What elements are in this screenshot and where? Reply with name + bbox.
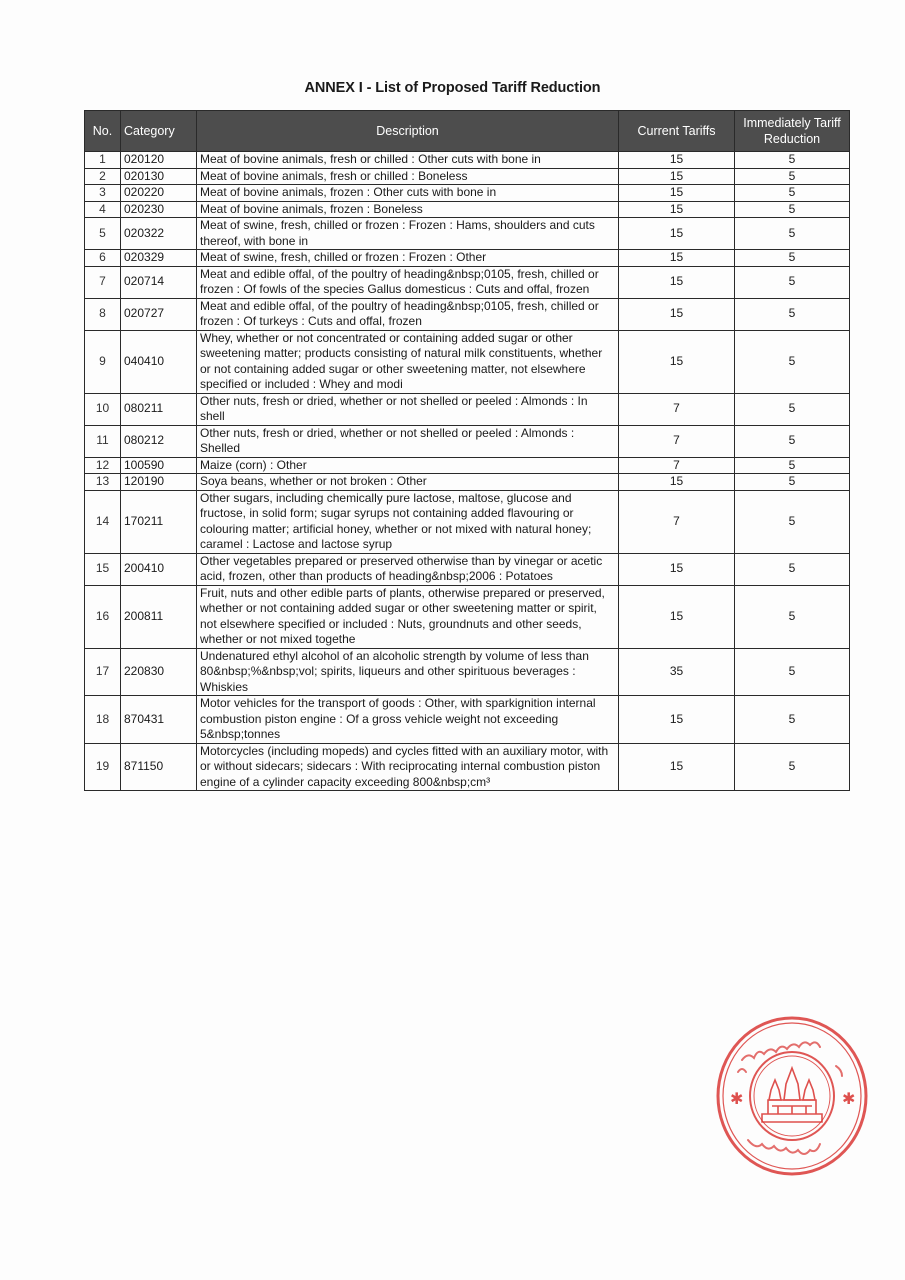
row-description: Meat of bovine animals, frozen : Other cuts with bone in <box>197 185 619 202</box>
row-category: 020727 <box>121 298 197 330</box>
row-no: 4 <box>85 201 121 218</box>
row-description: Meat of bovine animals, frozen : Boneless <box>197 201 619 218</box>
row-description: Meat and edible offal, of the poultry of heading&nbsp;0105, fresh, chilled or frozen : Of fowls of the species Gallus domesticus : Cuts and offal, frozen <box>197 266 619 298</box>
row-no: 10 <box>85 393 121 425</box>
row-tariff-reduction: 5 <box>735 152 850 169</box>
row-category: 170211 <box>121 490 197 553</box>
row-category: 220830 <box>121 648 197 696</box>
row-no: 2 <box>85 168 121 185</box>
table-row <box>85 250 850 267</box>
table-row <box>85 696 850 744</box>
row-no: 14 <box>85 490 121 553</box>
row-tariff-reduction: 5 <box>735 185 850 202</box>
row-tariff-reduction: 5 <box>735 298 850 330</box>
row-no: 8 <box>85 298 121 330</box>
row-category: 020329 <box>121 250 197 267</box>
table-row <box>85 490 850 553</box>
row-description: Soya beans, whether or not broken : Other <box>197 474 619 491</box>
row-no: 18 <box>85 696 121 744</box>
row-no: 12 <box>85 457 121 474</box>
row-no: 3 <box>85 185 121 202</box>
table-row <box>85 185 850 202</box>
table-row <box>85 474 850 491</box>
row-tariff-reduction: 5 <box>735 250 850 267</box>
header-category: Category <box>121 111 197 152</box>
row-category: 020130 <box>121 168 197 185</box>
row-no: 15 <box>85 553 121 585</box>
row-tariff-reduction: 5 <box>735 218 850 250</box>
table-row <box>85 168 850 185</box>
row-current-tariff: 7 <box>619 490 735 553</box>
row-description: Other nuts, fresh or dried, whether or not shelled or peeled : Almonds : Shelled <box>197 425 619 457</box>
row-category: 870431 <box>121 696 197 744</box>
svg-text:✱: ✱ <box>842 1089 856 1108</box>
row-no: 17 <box>85 648 121 696</box>
official-seal <box>712 1010 872 1180</box>
row-tariff-reduction: 5 <box>735 201 850 218</box>
row-description: Motorcycles (including mopeds) and cycles fitted with an auxiliary motor, with or without sidecars; sidecars : With reciprocating internal combustion piston engine of a cylinder capacity exceeding 800&nbsp;cm³ <box>197 743 619 791</box>
row-tariff-reduction: 5 <box>735 474 850 491</box>
table-row <box>85 457 850 474</box>
row-description: Whey, whether or not concentrated or containing added sugar or other sweetening matter; products consisting of natural milk constituents, whether or not containing added sugar or other sweetening matter, not elsewhere specified or included : Whey and modi <box>197 330 619 393</box>
row-description: Other nuts, fresh or dried, whether or not shelled or peeled : Almonds : In shell <box>197 393 619 425</box>
row-description: Maize (corn) : Other <box>197 457 619 474</box>
row-current-tariff: 7 <box>619 425 735 457</box>
table-row <box>85 266 850 298</box>
row-category: 040410 <box>121 330 197 393</box>
row-tariff-reduction: 5 <box>735 457 850 474</box>
row-current-tariff: 15 <box>619 298 735 330</box>
row-no: 7 <box>85 266 121 298</box>
row-category: 020714 <box>121 266 197 298</box>
row-tariff-reduction: 5 <box>735 696 850 744</box>
row-current-tariff: 15 <box>619 218 735 250</box>
row-tariff-reduction: 5 <box>735 266 850 298</box>
row-description: Meat of swine, fresh, chilled or frozen : Frozen : Hams, shoulders and cuts thereof, with bone in <box>197 218 619 250</box>
row-description: Other vegetables prepared or preserved otherwise than by vinegar or acetic acid, frozen, other than products of heading&nbsp;2006 : Potatoes <box>197 553 619 585</box>
row-description: Undenatured ethyl alcohol of an alcoholic strength by volume of less than 80&nbsp;%&nbsp;vol; spirits, liqueurs and other spirituous beverages : Whiskies <box>197 648 619 696</box>
row-no: 16 <box>85 585 121 648</box>
row-current-tariff: 7 <box>619 393 735 425</box>
row-tariff-reduction: 5 <box>735 743 850 791</box>
row-current-tariff: 35 <box>619 648 735 696</box>
row-tariff-reduction: 5 <box>735 490 850 553</box>
row-current-tariff: 15 <box>619 743 735 791</box>
row-current-tariff: 15 <box>619 330 735 393</box>
row-description: Meat of swine, fresh, chilled or frozen : Frozen : Other <box>197 250 619 267</box>
row-no: 11 <box>85 425 121 457</box>
row-current-tariff: 15 <box>619 185 735 202</box>
table-row <box>85 152 850 169</box>
row-tariff-reduction: 5 <box>735 330 850 393</box>
row-tariff-reduction: 5 <box>735 425 850 457</box>
row-tariff-reduction: 5 <box>735 648 850 696</box>
row-no: 13 <box>85 474 121 491</box>
row-current-tariff: 15 <box>619 553 735 585</box>
table-row <box>85 330 850 393</box>
header-tariff-reduction: Immediately Tariff Reduction <box>735 111 850 152</box>
row-description: Meat of bovine animals, fresh or chilled : Boneless <box>197 168 619 185</box>
row-current-tariff: 15 <box>619 266 735 298</box>
row-category: 120190 <box>121 474 197 491</box>
row-no: 9 <box>85 330 121 393</box>
document-title: ANNEX I - List of Proposed Tariff Reduction <box>304 80 601 96</box>
row-current-tariff: 15 <box>619 250 735 267</box>
row-description: Other sugars, including chemically pure lactose, maltose, glucose and fructose, in solid form; sugar syrups not containing added flavouring or colouring matter; artificial honey, whether or not mixed with natural honey; caramel : Lactose and lactose syrup <box>197 490 619 553</box>
row-description: Meat of bovine animals, fresh or chilled : Other cuts with bone in <box>197 152 619 169</box>
row-category: 871150 <box>121 743 197 791</box>
table-row <box>85 201 850 218</box>
table-row <box>85 218 850 250</box>
row-no: 1 <box>85 152 121 169</box>
row-no: 6 <box>85 250 121 267</box>
table-header-row <box>85 111 850 152</box>
row-category: 100590 <box>121 457 197 474</box>
row-category: 200811 <box>121 585 197 648</box>
row-category: 020322 <box>121 218 197 250</box>
row-no: 5 <box>85 218 121 250</box>
row-description: Meat and edible offal, of the poultry of heading&nbsp;0105, fresh, chilled or frozen : Of turkeys : Cuts and offal, frozen <box>197 298 619 330</box>
row-current-tariff: 15 <box>619 168 735 185</box>
table-row <box>85 553 850 585</box>
table-row <box>85 648 850 696</box>
table-row <box>85 425 850 457</box>
row-current-tariff: 15 <box>619 474 735 491</box>
row-category: 080212 <box>121 425 197 457</box>
table-row <box>85 393 850 425</box>
row-category: 020220 <box>121 185 197 202</box>
row-tariff-reduction: 5 <box>735 168 850 185</box>
header-description: Description <box>197 111 619 152</box>
row-category: 200410 <box>121 553 197 585</box>
row-description: Fruit, nuts and other edible parts of plants, otherwise prepared or preserved, whether or not containing added sugar or other sweetening matter or spirit, not elsewhere specified or included : Nuts, groundnuts and other seeds, whether or not mixed togethe <box>197 585 619 648</box>
header-current-tariffs: Current Tariffs <box>619 111 735 152</box>
row-tariff-reduction: 5 <box>735 553 850 585</box>
row-current-tariff: 15 <box>619 585 735 648</box>
row-current-tariff: 15 <box>619 696 735 744</box>
tariff-table <box>84 110 850 791</box>
row-category: 020230 <box>121 201 197 218</box>
table-row <box>85 585 850 648</box>
row-current-tariff: 15 <box>619 201 735 218</box>
row-current-tariff: 15 <box>619 152 735 169</box>
row-no: 19 <box>85 743 121 791</box>
row-tariff-reduction: 5 <box>735 585 850 648</box>
table-row <box>85 743 850 791</box>
header-no: No. <box>85 111 121 152</box>
row-description: Motor vehicles for the transport of goods : Other, with sparkignition internal combustion piston engine : Of a gross vehicle weight not exceeding 5&nbsp;tonnes <box>197 696 619 744</box>
row-category: 080211 <box>121 393 197 425</box>
row-current-tariff: 7 <box>619 457 735 474</box>
table-row <box>85 298 850 330</box>
row-tariff-reduction: 5 <box>735 393 850 425</box>
svg-text:✱: ✱ <box>730 1089 744 1108</box>
row-category: 020120 <box>121 152 197 169</box>
